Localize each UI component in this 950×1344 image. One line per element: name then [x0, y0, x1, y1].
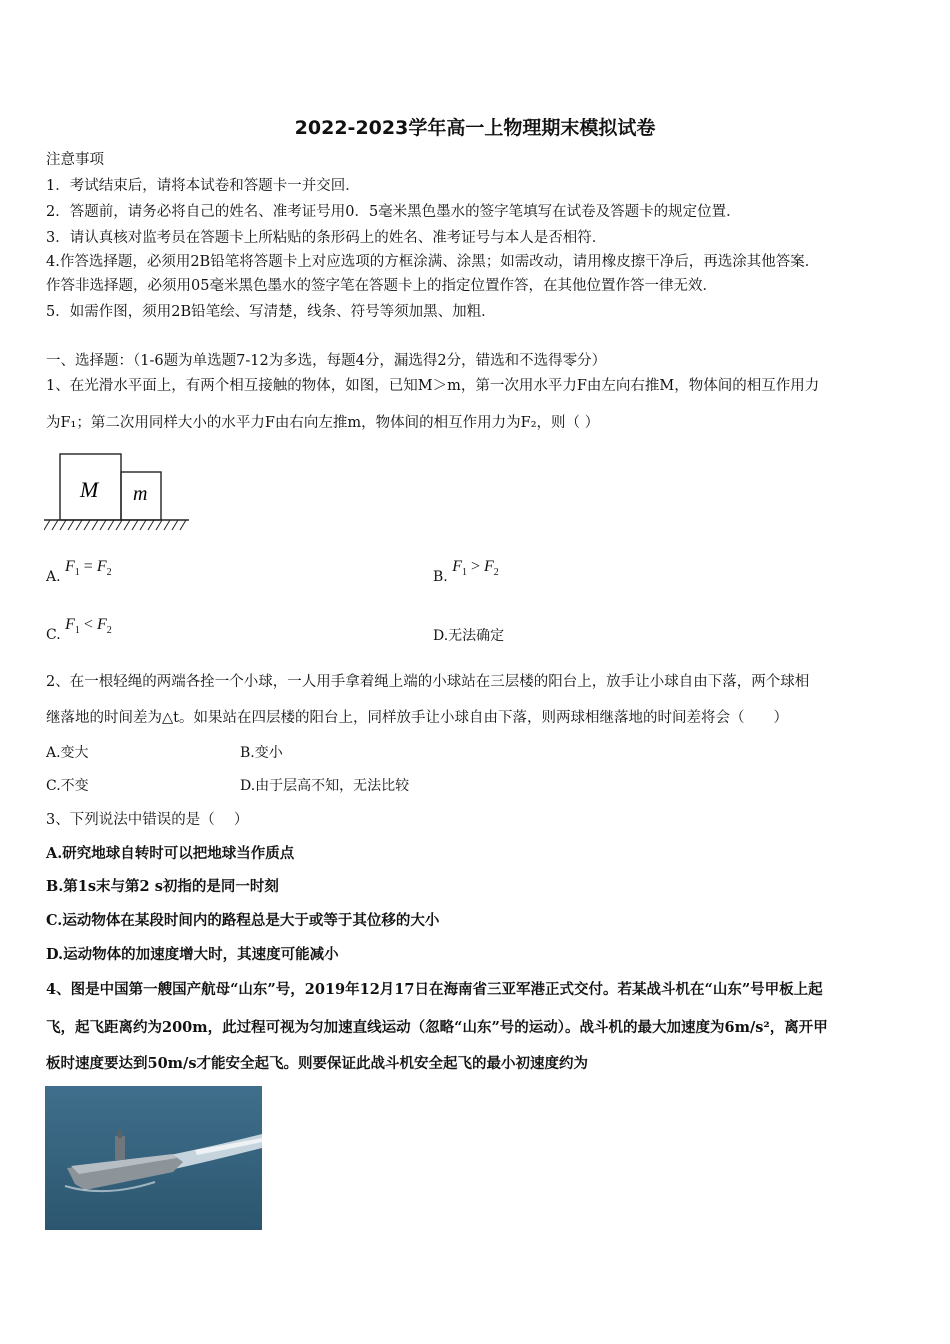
q3-option-d[interactable]: D.运动物体的加速度增大时，其速度可能减小 — [46, 946, 339, 963]
notice-item-4: 4.作答选择题，必须用2B铅笔将答题卡上对应选项的方框涂满、涂黑；如需改动，请用橡皮擦干净后，再选涂其他答案． — [46, 254, 820, 270]
aircraft-carrier-photo — [45, 1086, 262, 1230]
q1-stem-line1: 1、在光滑水平面上，有两个相互接触的物体，如图，已知M＞m，第一次用水平力F由左向右推M，物体间的相互作用力 — [46, 378, 820, 394]
q3-option-b[interactable]: B.第1s末与第2 s初指的是同一时刻 — [46, 878, 279, 895]
q1-option-b-expr: $F_1 > F_2$ — [452, 558, 499, 578]
q1-option-a-expr: $F_1 = F_2$ — [65, 558, 112, 578]
notice-item-1: 1．考试结束后，请将本试卷和答题卡一并交回． — [46, 178, 360, 194]
ship-island — [115, 1136, 125, 1160]
ground-hatching — [44, 520, 186, 530]
label-M: M — [80, 477, 99, 502]
q1-option-a-label: A. — [46, 569, 61, 585]
ship-mast — [118, 1130, 122, 1138]
label-m: m — [133, 483, 148, 505]
q2-stem-line2: 继落地的时间差为△t。如果站在四层楼的阳台上，同样放手让小球自由下落，则两球相继落地的时间差将会（ ） — [46, 710, 788, 726]
q4-stem-line2: 飞，起飞距离约为200m，此过程可视为匀加速直线运动（忽略“山东”号的运动）。战斗机的最大加速度为6m/s²，离开甲 — [46, 1019, 828, 1036]
q1-stem-line2: 为F₁；第二次用同样大小的水平力F由右向左推m，物体间的相互作用力为F₂，则（ ） — [46, 415, 600, 431]
q1-option-a[interactable] — [46, 557, 112, 583]
q4-stem-line1: 4、图是中国第一艘国产航母“山东”号，2019年12月17日在海南省三亚军港正式交付。若某战斗机在“山东”号甲板上起 — [46, 981, 823, 998]
q1-option-b[interactable] — [433, 557, 499, 583]
section-heading: 一、选择题：（1-6题为单选题7-12为多选，每题4分，漏选得2分，错选和不选得零分） — [46, 353, 607, 369]
notice-item-3: 3．请认真核对监考员在答题卡上所粘贴的条形码上的姓名、准考证号与本人是否相符． — [46, 230, 607, 246]
q2-option-a[interactable]: A.变大 — [46, 745, 89, 761]
q3-stem: 3、下列说法中错误的是（ ） — [46, 812, 249, 828]
q1-option-c-expr: $F_1 < F_2$ — [65, 616, 112, 636]
q3-option-a[interactable]: A.研究地球自转时可以把地球当作质点 — [46, 845, 295, 862]
page-title: 2022-2023学年高一上物理期末模拟试卷 — [294, 117, 656, 139]
q1-option-c-label: C. — [46, 627, 61, 643]
q2-option-b[interactable]: B.变小 — [240, 745, 283, 761]
q2-option-d[interactable]: D.由于层高不知，无法比较 — [240, 778, 410, 794]
notice-item-2: 2．答题前，请务必将自己的姓名、准考证号用0．5毫米黑色墨水的签字笔填写在试卷及答题卡的规定位置． — [46, 204, 741, 220]
q1-option-d[interactable]: D.无法确定 — [433, 628, 505, 644]
q3-option-c[interactable]: C.运动物体在某段时间内的路程总是大于或等于其位移的大小 — [46, 912, 440, 929]
q1-blocks-diagram — [44, 452, 194, 532]
q1-option-b-label: B. — [433, 569, 448, 585]
q4-stem-line3: 板时速度要达到50m/s才能安全起飞。则要保证此战斗机安全起飞的最小初速度约为 — [46, 1055, 588, 1072]
q2-stem-line1: 2、在一根轻绳的两端各拴一个小球，一人用手拿着绳上端的小球站在三层楼的阳台上，放手让小球自由下落，两个球相 — [46, 674, 810, 690]
notice-item-5: 5．如需作图，须用2B铅笔绘、写清楚，线条、符号等须加黑、加粗． — [46, 304, 496, 320]
q1-option-c[interactable] — [46, 615, 112, 641]
notice-heading: 注意事项 — [46, 152, 104, 168]
notice-item-4-cont: 作答非选择题，必须用05毫米黑色墨水的签字笔在答题卡上的指定位置作答，在其他位置作答一律无效． — [46, 278, 717, 294]
q2-option-c[interactable]: C.不变 — [46, 778, 89, 794]
